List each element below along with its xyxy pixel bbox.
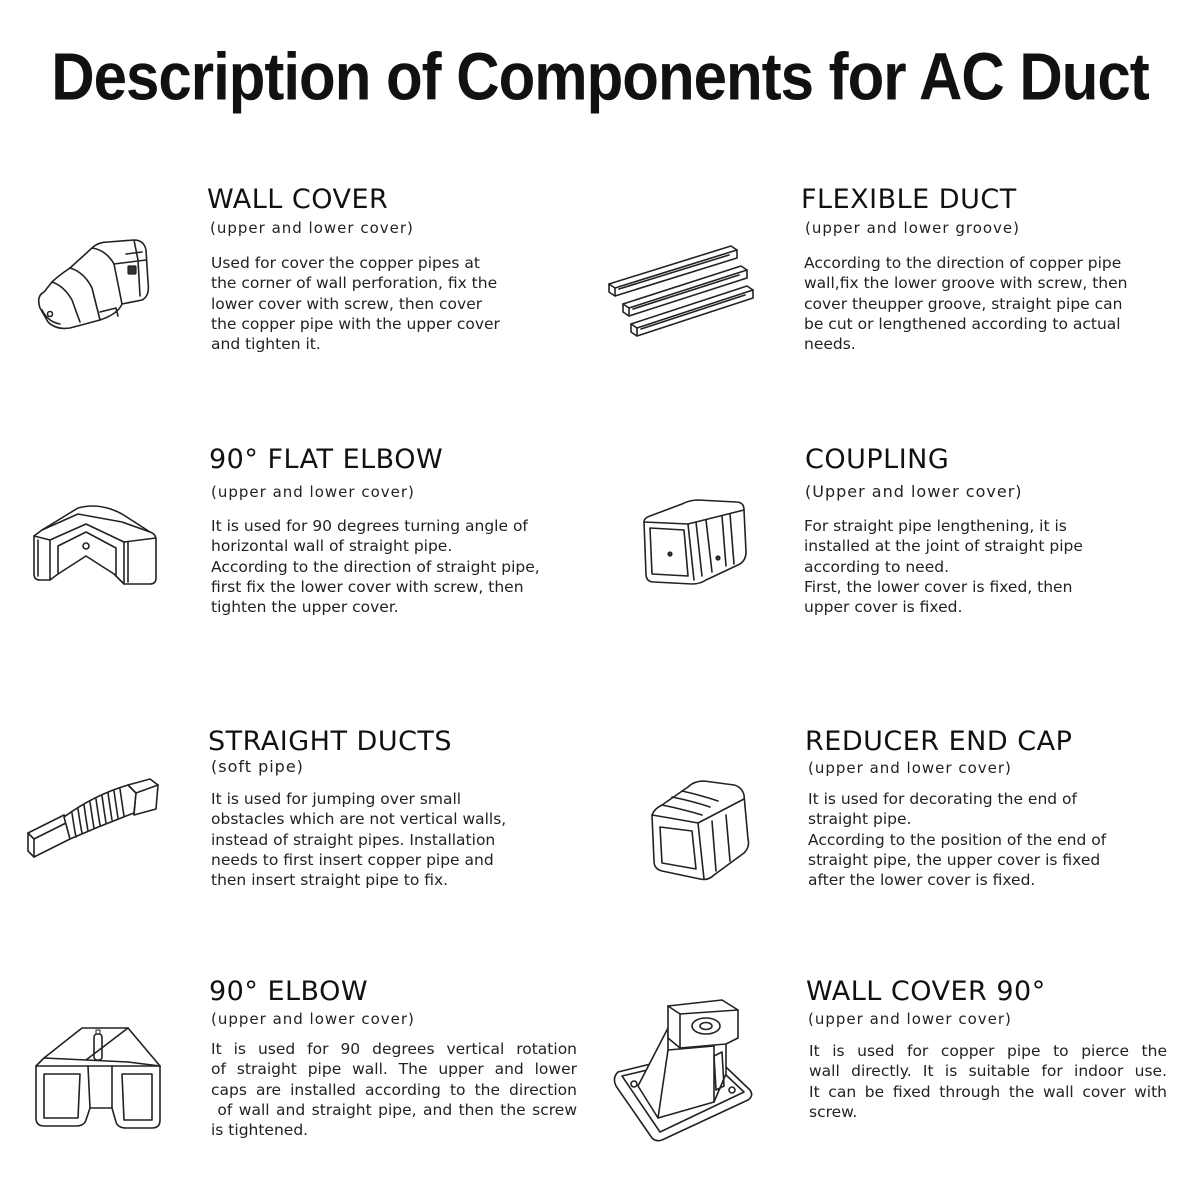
flat-elbow-name: 90° FLAT ELBOW — [209, 444, 444, 475]
description-line: needs to first insert copper pipe and — [211, 850, 494, 869]
description-line: of straight pipe wall. The upper and lower — [211, 1060, 577, 1079]
wall-cover-illustration — [30, 230, 160, 340]
description-line: then insert straight pipe to fix. — [211, 871, 449, 890]
wall-cover-90-name: WALL COVER 90° — [806, 976, 1046, 1007]
reducer-end-cap-name: REDUCER END CAP — [805, 726, 1073, 757]
description-line: upper cover is fixed. — [804, 598, 963, 617]
coupling-subtitle: (Upper and lower cover) — [805, 482, 1023, 501]
elbow-90-subtitle: (upper and lower cover) — [211, 1010, 415, 1028]
description-line: according to need. — [804, 557, 950, 576]
description-line: screw. — [809, 1102, 858, 1121]
description-line: is tightened. — [211, 1121, 309, 1140]
description-line: It is used for decorating the end of — [808, 790, 1077, 808]
description-line: It is used for jumping over small — [211, 790, 462, 808]
description-line: the copper pipe with the upper cover — [211, 314, 500, 333]
description-line: first fix the lower cover with screw, then — [211, 577, 524, 596]
description-line: According to the direction of copper pipe — [804, 254, 1122, 272]
straight-ducts-illustration — [24, 775, 164, 865]
elbow-90-name: 90° ELBOW — [209, 976, 369, 1007]
description-line: of wall and straight pipe, and then the screw — [211, 1100, 577, 1119]
flexible-duct-illustration — [605, 240, 760, 340]
description-line: For straight pipe lengthening, it is — [804, 517, 1067, 535]
description-line: straight pipe. — [808, 810, 912, 829]
wall-cover-description — [211, 253, 583, 354]
description-line: lower cover with screw, then cover — [211, 294, 483, 313]
flexible-duct-subtitle: (upper and lower groove) — [805, 219, 1021, 237]
flat-elbow-description — [211, 516, 583, 617]
description-line: horizontal wall of straight pipe. — [211, 537, 453, 556]
description-line: First, the lower cover is fixed, then — [804, 577, 1073, 596]
flexible-duct-name: FLEXIBLE DUCT — [801, 184, 1017, 215]
flat-elbow-illustration — [30, 500, 165, 590]
page-title: Description of Components for AC Duct — [51, 38, 1149, 115]
elbow-90-description — [211, 1039, 577, 1140]
coupling-description — [804, 516, 1176, 617]
flexible-duct-description — [804, 253, 1176, 354]
description-line: the corner of wall perforation, fix the — [211, 274, 498, 293]
description-line: and tighten it. — [211, 335, 321, 354]
straight-ducts-subtitle: (soft pipe) — [211, 757, 304, 776]
description-line: be cut or lengthened according to actual — [804, 314, 1121, 333]
description-line: installed at the joint of straight pipe — [804, 537, 1083, 556]
description-line: instead of straight pipes. Installation — [211, 830, 496, 849]
description-line: caps are installed according to the direction — [211, 1080, 577, 1099]
flat-elbow-subtitle: (upper and lower cover) — [211, 483, 415, 501]
description-line: It can be fixed through the wall cover with — [809, 1082, 1167, 1101]
description-line: Used for cover the copper pipes at — [211, 254, 480, 272]
description-line: It is used for copper pipe to pierce the — [809, 1042, 1167, 1060]
description-line: needs. — [804, 335, 856, 354]
reducer-end-cap-subtitle: (upper and lower cover) — [808, 759, 1012, 777]
description-line: It is used for 90 degrees turning angle of — [211, 517, 528, 535]
description-line: It is used for 90 degrees vertical rotation — [211, 1040, 577, 1058]
description-line: after the lower cover is fixed. — [808, 871, 1036, 890]
wall-cover-name: WALL COVER — [207, 184, 389, 215]
wall-cover-90-illustration — [610, 990, 760, 1145]
reducer-end-cap-description — [808, 789, 1180, 890]
description-line: According to the direction of straight pipe, — [211, 557, 540, 576]
straight-ducts-description — [211, 789, 583, 890]
straight-ducts-name: STRAIGHT DUCTS — [208, 726, 453, 757]
wall-cover-90-description — [809, 1041, 1167, 1122]
description-line: wall,fix the lower groove with screw, then — [804, 274, 1128, 293]
coupling-illustration — [636, 492, 756, 592]
description-line: wall directly. It is suitable for indoor use. — [809, 1062, 1167, 1081]
description-line: cover theupper groove, straight pipe can — [804, 294, 1123, 313]
description-line: straight pipe, the upper cover is fixed — [808, 850, 1101, 869]
description-line: obstacles which are not vertical walls, — [211, 810, 507, 829]
elbow-90-illustration — [32, 1022, 167, 1132]
description-line: According to the position of the end of — [808, 830, 1107, 849]
wall-cover-90-subtitle: (upper and lower cover) — [808, 1010, 1012, 1028]
wall-cover-subtitle: (upper and lower cover) — [210, 219, 414, 237]
reducer-end-cap-illustration — [646, 775, 756, 885]
description-line: tighten the upper cover. — [211, 598, 399, 617]
coupling-name: COUPLING — [805, 444, 950, 475]
